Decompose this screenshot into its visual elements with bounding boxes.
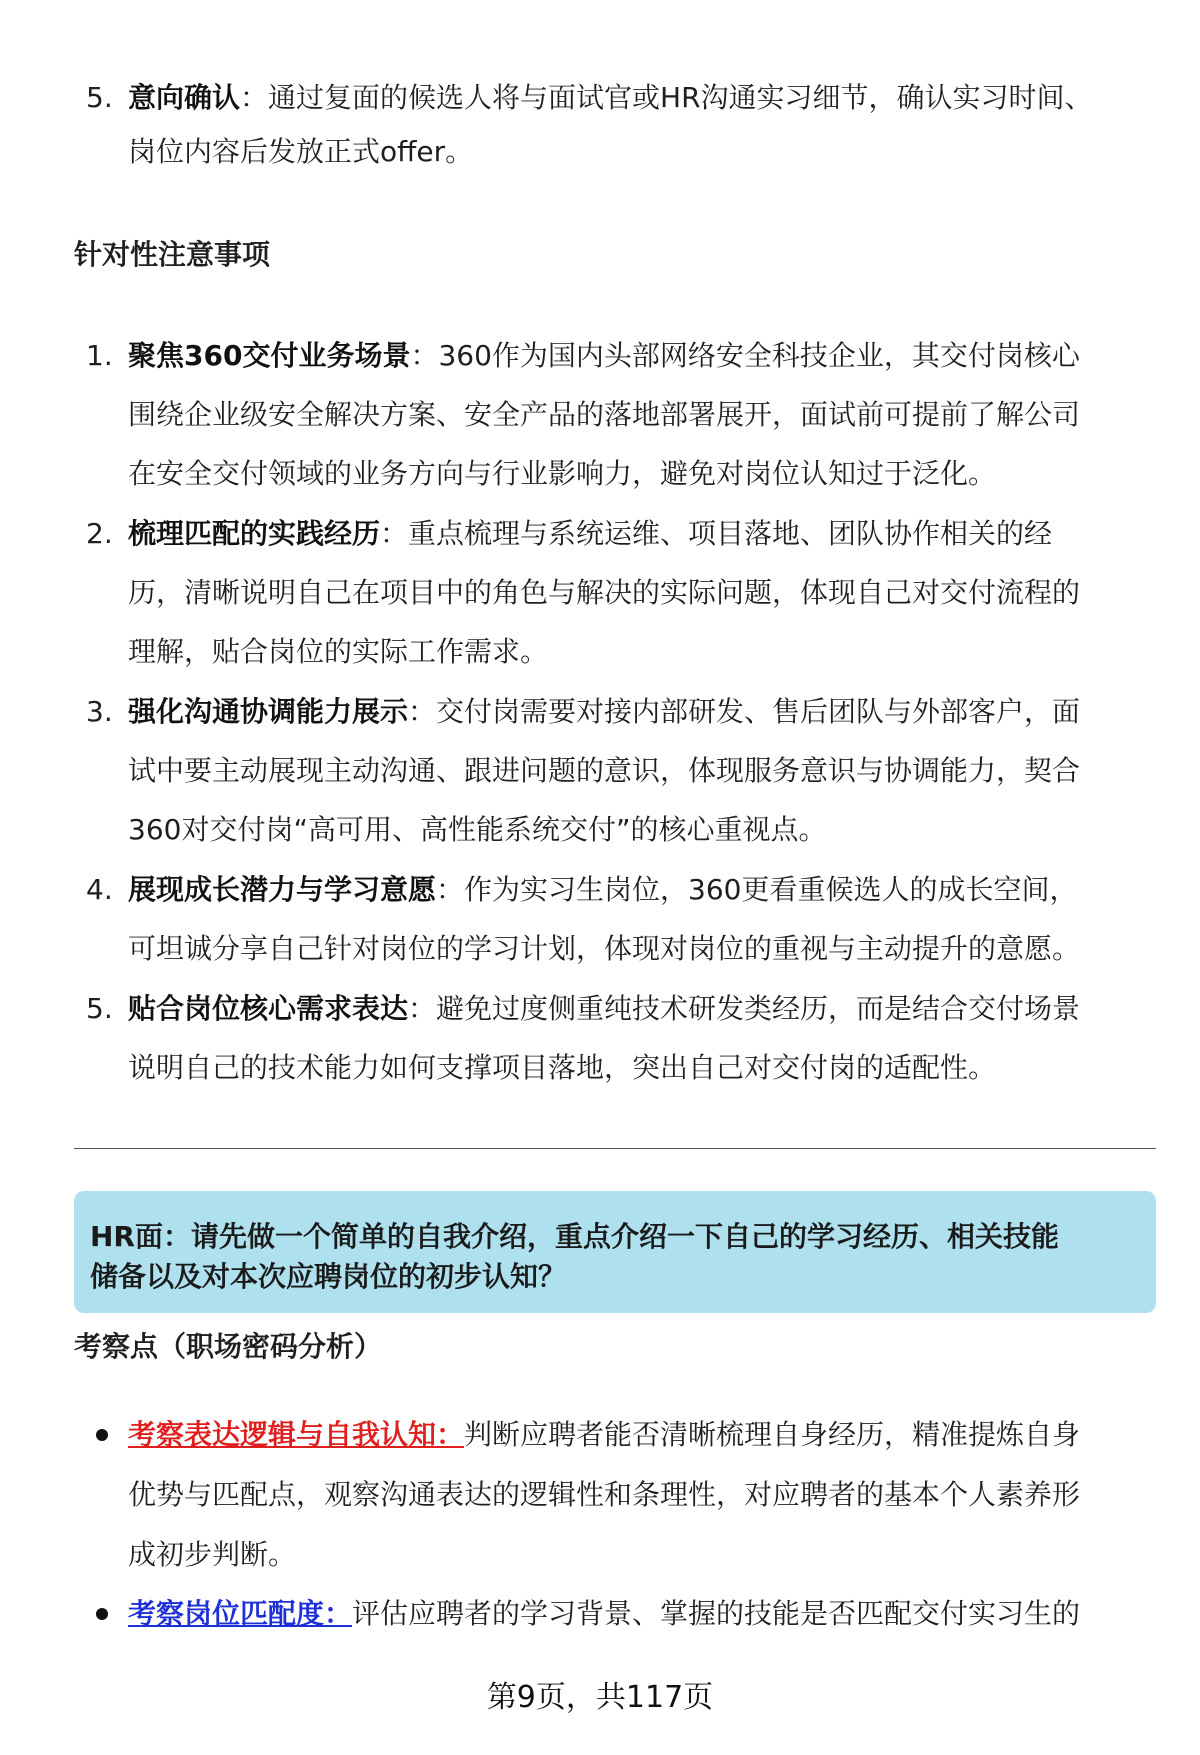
list-item-line [128, 514, 1052, 554]
list-item-line: 在安全交付领域的业务方向与行业影响力，避免对岗位认知过于泛化。 [128, 457, 997, 490]
list-item-line: 围绕企业级安全解决方案、安全产品的落地部署展开，面试前可提前了解公司 [128, 398, 1081, 431]
list-item-line: 说明自己的技术能力如何支撑项目落地，突出自己对交付岗的适配性。 [128, 1051, 997, 1084]
section-divider [74, 1148, 1156, 1149]
list-item-title: 强化沟通协调能力展示 [128, 695, 409, 728]
list-item-line [128, 336, 1080, 376]
section-heading: 针对性注意事项 [74, 238, 271, 271]
point-title-link[interactable]: 考察岗位匹配度： [128, 1597, 353, 1630]
question-line-1: HR面：请先做一个简单的自我介绍，重点介绍一下自己的学习经历、相关技能 [90, 1220, 1059, 1253]
list-item-text: ：避免过度侧重纯技术研发类经历，而是结合交付场景 [408, 992, 1081, 1025]
list-item-title: 梳理匹配的实践经历 [128, 517, 381, 550]
intro-item-number: 5. [86, 81, 113, 114]
list-item-title: 聚焦360交付业务场景 [128, 339, 411, 372]
intro-item-title: 意向确认 [128, 81, 241, 114]
point-line: 成初步判断。 [128, 1538, 297, 1571]
list-item-text: ：重点梳理与系统运维、项目落地、团队协作相关的经 [380, 517, 1053, 550]
list-item-number: 2. [86, 517, 113, 550]
point-text: 评估应聘者的学习背景、掌握的技能是否匹配交付实习生的 [352, 1597, 1081, 1630]
list-item-line: 理解，贴合岗位的实际工作需求。 [128, 635, 549, 668]
intro-item-line-2: 岗位内容后发放正式offer。 [128, 135, 474, 168]
point-line [128, 1415, 1080, 1455]
list-item-text: ：360作为国内头部网络安全科技企业，其交付岗核心 [410, 339, 1080, 372]
point-line [128, 1594, 1080, 1634]
list-item-number: 5. [86, 992, 113, 1025]
analysis-heading: 考察点（职场密码分析） [74, 1330, 383, 1363]
list-item-line: 360对交付岗“高可用、高性能系统交付”的核心重视点。 [128, 813, 827, 846]
list-item-line: 可坦诚分享自己针对岗位的学习计划，体现对岗位的重视与主动提升的意愿。 [128, 932, 1081, 965]
question-callout [74, 1191, 1156, 1313]
list-item-number: 4. [86, 873, 113, 906]
list-item-line [128, 692, 1080, 732]
list-item-line [128, 870, 1077, 910]
list-item-number: 1. [86, 339, 113, 372]
point-text: 判断应聘者能否清晰梳理自身经历，精准提炼自身 [464, 1418, 1081, 1451]
list-item-title: 展现成长潜力与学习意愿 [128, 873, 437, 906]
point-title-link[interactable]: 考察表达逻辑与自我认知： [128, 1418, 465, 1451]
question-line-2: 储备以及对本次应聘岗位的初步认知？ [90, 1260, 567, 1293]
list-item-line: 试中要主动展现主动沟通、跟进问题的意识，体现服务意识与协调能力，契合 [128, 754, 1081, 787]
list-item-title: 贴合岗位核心需求表达 [128, 992, 409, 1025]
point-line: 优势与匹配点，观察沟通表达的逻辑性和条理性，对应聘者的基本个人素养形 [128, 1478, 1081, 1511]
intro-item-line-1 [128, 78, 1093, 118]
bullet-dot [96, 1608, 108, 1620]
list-item-line: 历，清晰说明自己在项目中的角色与解决的实际问题，体现自己对交付流程的 [128, 576, 1081, 609]
bullet-dot [96, 1429, 108, 1441]
page-footer: 第9页，共117页 [486, 1680, 714, 1715]
list-item-text: ：交付岗需要对接内部研发、售后团队与外部客户，面 [408, 695, 1081, 728]
list-item-number: 3. [86, 695, 113, 728]
intro-item-text-1: ：通过复面的候选人将与面试官或HR沟通实习细节，确认实习时间、 [240, 81, 1093, 114]
list-item-line [128, 989, 1080, 1029]
list-item-text: ：作为实习生岗位，360更看重候选人的成长空间， [436, 873, 1078, 906]
